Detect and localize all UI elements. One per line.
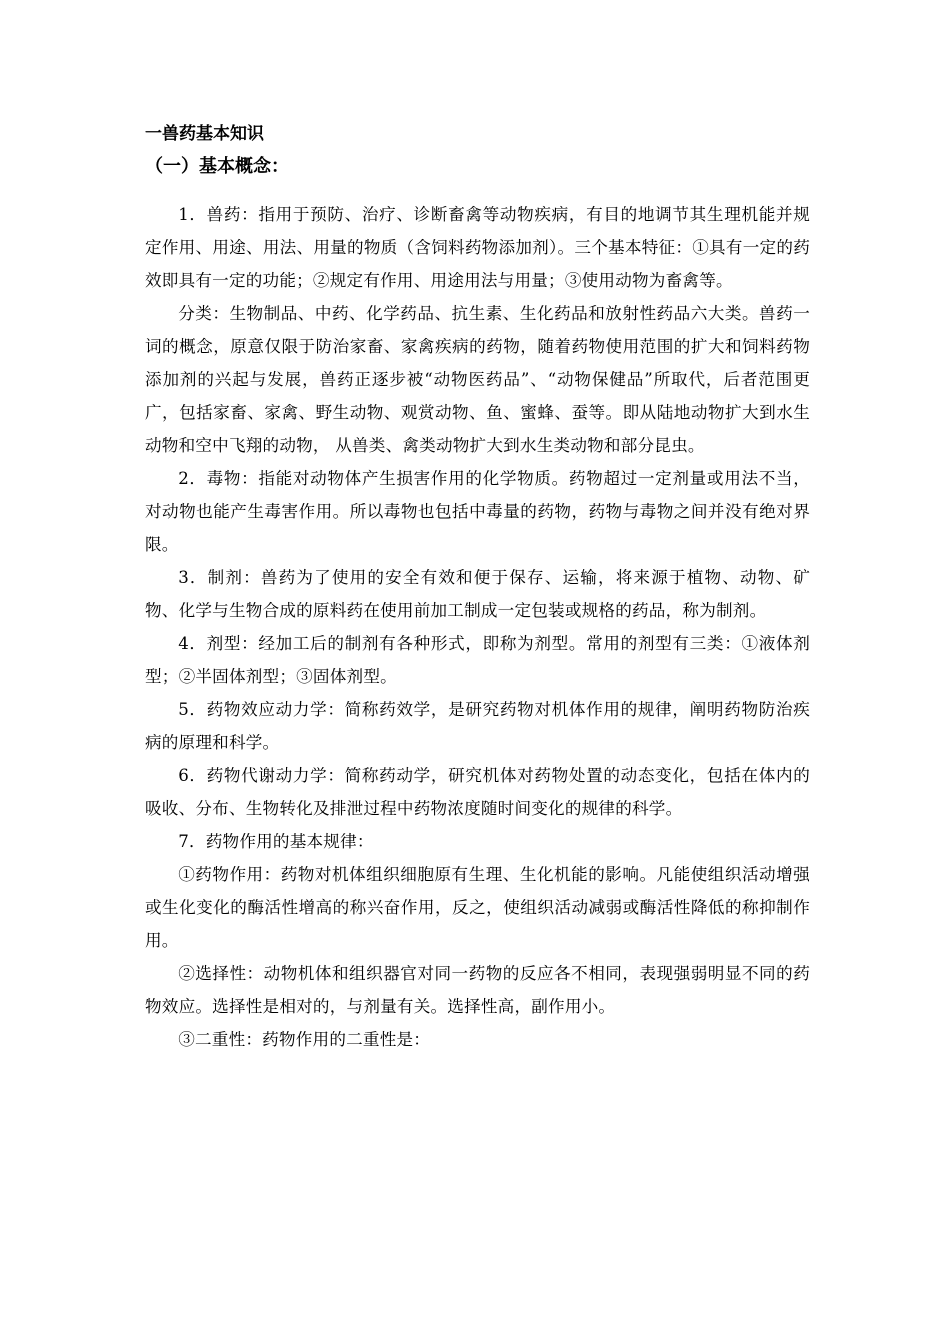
paragraph-selectivity: ②选择性：动物机体和组织器官对同一药物的反应各不相同，表现强弱明显不同的药物效应。选择性是相对的，与剂量有关。选择性高，副作用小。 xyxy=(145,964,810,1016)
paragraph-pharmacodynamics: 5．药物效应动力学：简称药效学，是研究药物对机体作用的规律，阐明药物防治疾病的原理和科学。 xyxy=(145,700,810,752)
paragraph-dosage-form: 4．剂型：经加工后的制剂有各种形式，即称为剂型。常用的剂型有三类：①液体剂型；②半固体剂型；③固体剂型。 xyxy=(145,634,810,686)
paragraph-preparation: 3．制剂：兽药为了使用的安全有效和便于保存、运输，将来源于植物、动物、矿物、化学与生物合成的原料药在使用前加工制成一定包装或规格的药品，称为制剂。 xyxy=(145,568,810,620)
paragraph-basic-rules: 7．药物作用的基本规律： xyxy=(178,832,374,851)
subsection-heading: （一）基本概念： xyxy=(145,156,289,177)
paragraph-poison: 2．毒物：指能对动物体产生损害作用的化学物质。药物超过一定剂量或用法不当，对动物也能产生毒害作用。所以毒物也包括中毒量的药物，药物与毒物之间并没有绝对界限。 xyxy=(145,469,810,554)
paragraph-veterinary-drug: 1．兽药：指用于预防、治疗、诊断畜禽等动物疾病，有目的地调节其生理机能并规定作用、用途、用法、用量的物质（含饲料药物添加剂）。三个基本特征：①具有一定的药效即具有一定的功能；②规定有作用、用途用法与用量；③使用动物为畜禽等。 xyxy=(145,205,810,290)
paragraph-duality: ③二重性：药物作用的二重性是： xyxy=(178,1030,431,1049)
paragraph-drug-action: ①药物作用：药物对机体组织细胞原有生理、生化机能的影响。凡能使组织活动增强或生化变化的酶活性增高的称兴奋作用，反之，使组织活动减弱或酶活性降低的称抑制作用。 xyxy=(145,865,810,950)
paragraph-classification: 分类：生物制品、中药、化学药品、抗生素、生化药品和放射性药品六大类。兽药一词的概念，原意仅限于防治家畜、家禽疾病的药物，随着药物使用范围的扩大和饲料药物添加剂的兴起与发展，兽药正逐步被“动物医药品”、“动物保健品”所取代，后者范围更广，包括家畜、家禽、野生动物、观赏动物、鱼、蜜蜂、蚕等。即从陆地动物扩大到水生动物和空中飞翔的动物， 从兽类、禽类动物扩大到水生类动物和部分昆虫。 xyxy=(145,304,810,455)
document-page xyxy=(145,122,810,1056)
paragraph-pharmacokinetics: 6．药物代谢动力学：简称药动学，研究机体对药物处置的动态变化，包括在体内的吸收、分布、生物转化及排泄过程中药物浓度随时间变化的规律的科学。 xyxy=(145,766,810,818)
section-heading: 一兽药基本知识 xyxy=(145,124,264,144)
